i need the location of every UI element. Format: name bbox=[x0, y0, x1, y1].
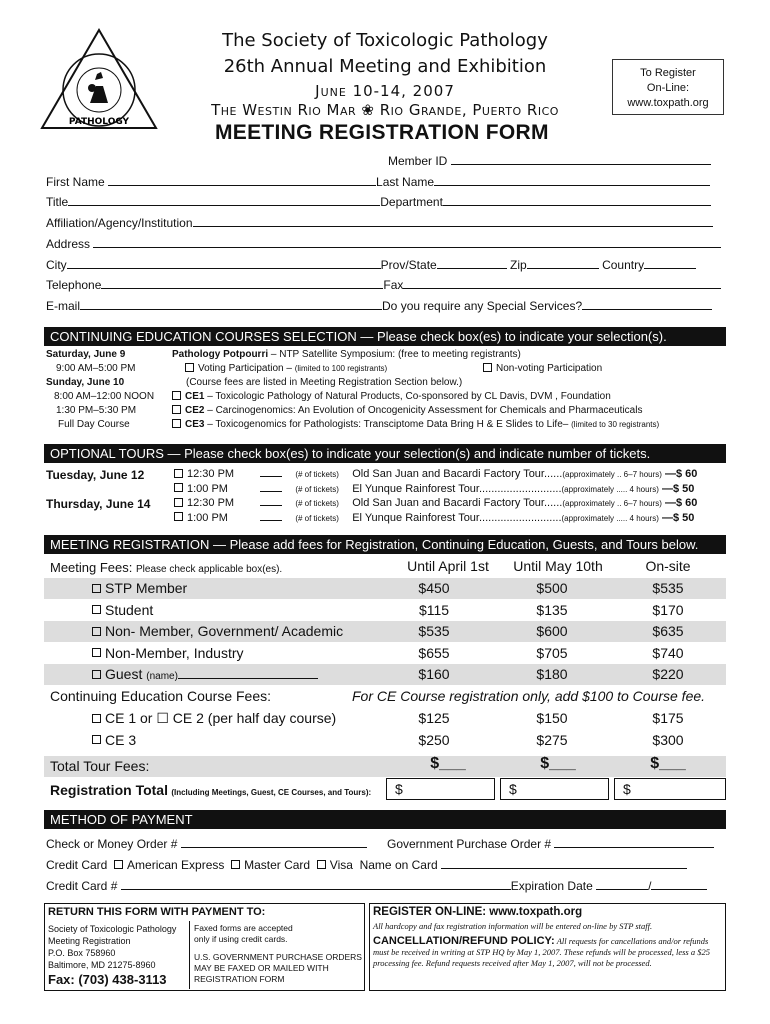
ce1-label: CE1 bbox=[185, 391, 205, 402]
check-label: Check or Money Order # bbox=[46, 837, 178, 851]
fee-mid: $705 bbox=[536, 644, 568, 661]
tour-time: 12:30 PM bbox=[187, 468, 235, 480]
tour-tickets-field[interactable] bbox=[260, 468, 282, 477]
online-note: All hardcopy and fax registration information will be entered on-line by STP staff. bbox=[373, 921, 653, 931]
tickets-label: (# of tickets) bbox=[295, 499, 339, 508]
logo-text: PATHOLOGY bbox=[68, 117, 130, 127]
special-label: Do you require any Special Services? bbox=[382, 299, 583, 313]
first-name-label: First Name bbox=[46, 175, 105, 189]
register-online-box: To Register On-Line: www.toxpath.org bbox=[612, 59, 724, 115]
tour-duration: (approximately .. 6–7 hours) bbox=[562, 470, 662, 479]
exp-label: Expiration Date bbox=[510, 879, 593, 893]
ce-fee-checkbox[interactable] bbox=[92, 714, 101, 723]
special-field[interactable] bbox=[582, 299, 712, 310]
visa-checkbox[interactable] bbox=[317, 860, 326, 869]
tour-fees-label: Total Tour Fees: bbox=[50, 758, 150, 774]
tour-dots: ...... bbox=[543, 468, 563, 480]
voting-limit: (limited to 100 registrants) bbox=[294, 364, 388, 373]
tour-row bbox=[174, 497, 697, 509]
fee-mid: $600 bbox=[536, 623, 568, 639]
tour-dots: ........................... bbox=[478, 511, 562, 524]
faxed-note: Faxed forms are accepted only if using credit cards. bbox=[194, 923, 293, 944]
tour-price: —$ 50 bbox=[661, 511, 695, 524]
tour-duration: (approximately ..... 4 hours) bbox=[561, 484, 659, 494]
ce-fee-checkbox[interactable] bbox=[92, 735, 101, 744]
tour-row bbox=[174, 468, 697, 480]
ce-fees-label: Continuing Education Course Fees: bbox=[50, 688, 272, 704]
ce1-checkbox[interactable] bbox=[172, 391, 181, 400]
exp-month-field[interactable] bbox=[596, 879, 648, 890]
tour-time: 1:00 PM bbox=[187, 482, 228, 495]
telephone-label: Telephone bbox=[46, 278, 102, 292]
member-id-label: Member ID bbox=[388, 154, 448, 168]
tours-section-band: OPTIONAL TOURS — Please check box(es) to indicate your selection(s) and indicate number of tickets. bbox=[44, 444, 726, 463]
cancel-policy bbox=[373, 936, 723, 969]
fee-onsite: $535 bbox=[652, 580, 684, 596]
reg-total-early[interactable]: $ bbox=[386, 778, 495, 800]
tour-checkbox[interactable] bbox=[174, 469, 183, 478]
fee-onsite: $740 bbox=[652, 644, 684, 661]
tour-dots: ........................... bbox=[478, 482, 562, 495]
tour-row bbox=[174, 512, 694, 524]
reg-row bbox=[92, 623, 343, 639]
website-link[interactable]: www.toxpath.org bbox=[627, 97, 709, 109]
reg-label: STP Member bbox=[105, 580, 188, 596]
return-title: RETURN THIS FORM WITH PAYMENT TO: bbox=[48, 906, 266, 918]
guest-name-field[interactable] bbox=[178, 668, 318, 679]
email-field[interactable] bbox=[80, 299, 382, 310]
fee-early: $535 bbox=[418, 623, 450, 639]
credit-card-label: Credit Card bbox=[46, 858, 108, 872]
tour-fee-early[interactable]: $___ bbox=[430, 755, 466, 772]
ce-fee-row bbox=[92, 732, 136, 748]
ce-fees-note2: For CE Course registration only, add $100 to Course fee. bbox=[352, 688, 706, 704]
tour-tickets-field[interactable] bbox=[260, 512, 282, 521]
exp-slash: / bbox=[648, 879, 652, 893]
email-label: E-mail bbox=[46, 299, 81, 313]
tour-time: 12:30 PM bbox=[187, 497, 235, 509]
ce-time2: 8:00 AM–12:00 NOON bbox=[54, 391, 155, 402]
ce-time1: 9:00 AM–5:00 PM bbox=[56, 363, 136, 374]
gov-note: U.S. GOVERNMENT PURCHASE ORDERS MAY BE FAXED OR MAILED WITH REGISTRATION FORM bbox=[194, 952, 362, 984]
header-line2: 26th Annual Meeting and Exhibition bbox=[223, 56, 547, 77]
tour-row bbox=[174, 483, 694, 495]
ce3-label: CE3 bbox=[185, 419, 205, 430]
fee-mid: $135 bbox=[536, 601, 568, 618]
ce-date-sun: Sunday, June 10 bbox=[46, 377, 125, 388]
name-on-card-label: Name on Card bbox=[359, 858, 438, 872]
reg-checkbox[interactable] bbox=[92, 670, 101, 679]
city-field[interactable] bbox=[67, 258, 381, 269]
pp-desc: – NTP Satellite Symposium: (free to meeting registrants) bbox=[268, 349, 521, 360]
tour-date-thu: Thursday, June 14 bbox=[46, 497, 151, 511]
voting-checkbox[interactable] bbox=[185, 363, 194, 372]
fax-label: Fax bbox=[383, 278, 404, 292]
tour-tickets-field[interactable] bbox=[260, 483, 282, 492]
col-onsite: On-site bbox=[645, 558, 691, 574]
affiliation-field[interactable] bbox=[193, 216, 713, 227]
tour-duration: (approximately .. 6–7 hours) bbox=[562, 499, 662, 508]
tour-fee-onsite[interactable]: $___ bbox=[650, 755, 686, 772]
tour-name: El Yunque Rainforest Tour bbox=[352, 511, 479, 524]
exp-year-field[interactable] bbox=[651, 879, 707, 890]
fee-early: $655 bbox=[418, 644, 450, 661]
amex-label: American Express bbox=[127, 858, 225, 872]
country-label: Country bbox=[602, 258, 645, 272]
payment-section-band: METHOD OF PAYMENT bbox=[44, 810, 726, 829]
ce1-text: – Toxicologic Pathology of Natural Products, Co-sponsored by CL Davis, DVM , Foundation bbox=[207, 391, 611, 402]
zip-label: Zip bbox=[510, 258, 527, 272]
prov-field[interactable] bbox=[437, 258, 507, 269]
reg-row bbox=[92, 645, 244, 661]
reg-total-mid[interactable]: $ bbox=[500, 778, 609, 800]
mc-label: Master Card bbox=[244, 858, 311, 872]
cancel-text: All requests for cancellations and/or refunds must be received in writing at STP HQ by May 1, 2007. These refunds will be processed, less a $25 processing fee. Refund requests received after May 1, 2007, will not be processed. bbox=[373, 936, 710, 968]
tour-name: El Yunque Rainforest Tour bbox=[352, 482, 479, 495]
tour-time: 1:00 PM bbox=[187, 511, 228, 524]
reg-label: Non- Member, Government/ Academic bbox=[105, 623, 344, 639]
return-fax: Fax: (703) 438-3113 bbox=[48, 972, 167, 987]
return-address: Society of Toxicologic Pathology Meeting Registration P.O. Box 758960 Baltimore, MD 21275-8960 bbox=[48, 924, 177, 970]
nonvoting-label: Non-voting Participation bbox=[496, 363, 603, 374]
ce2-text: – Carcinogenomics: An Evolution of Oncogenicity Assessment for Chemicals and Pharmaceuticals bbox=[207, 405, 643, 416]
tour-checkbox[interactable] bbox=[174, 483, 183, 492]
fee-early: $160 bbox=[418, 666, 450, 682]
ce-fee-onsite: $300 bbox=[652, 731, 684, 748]
fee-onsite: $220 bbox=[652, 666, 684, 682]
reg-checkbox[interactable] bbox=[92, 605, 101, 614]
gov-po-field[interactable] bbox=[554, 837, 714, 848]
fax-field[interactable] bbox=[403, 278, 721, 289]
tour-date-tue: Tuesday, June 12 bbox=[46, 468, 145, 482]
ce-time3: 1:30 PM–5:30 PM bbox=[56, 405, 137, 416]
fee-onsite: $170 bbox=[652, 601, 684, 618]
registration-section-band: MEETING REGISTRATION — Please add fees for Registration, Continuing Education, Guests, and Tours below. bbox=[44, 535, 726, 554]
prov-label: Prov/State bbox=[380, 258, 437, 272]
guest-name-label: (name) bbox=[146, 671, 178, 682]
reg-total-note: (Including Meetings, Guest, CE Courses, and Tours): bbox=[171, 788, 372, 797]
tour-checkbox[interactable] bbox=[174, 498, 183, 507]
ce-fee-onsite: $175 bbox=[652, 710, 684, 726]
cc-number-label: Credit Card # bbox=[46, 879, 118, 893]
name-on-card-field[interactable] bbox=[441, 858, 687, 869]
ce-fee-early: $250 bbox=[418, 731, 450, 748]
tickets-label: (# of tickets) bbox=[295, 484, 339, 494]
header-venue: The Westin Rio Mar ❀ Rio Grande, Puerto Rico bbox=[211, 101, 559, 119]
cc-number-field[interactable] bbox=[121, 879, 511, 890]
title-field[interactable] bbox=[68, 195, 380, 206]
ce-fee-row bbox=[92, 710, 336, 727]
ce-fee-mid: $275 bbox=[536, 731, 568, 748]
reg-checkbox[interactable] bbox=[92, 627, 101, 636]
ce-fee-label: CE 3 bbox=[105, 731, 137, 748]
tour-checkbox[interactable] bbox=[174, 512, 183, 521]
reg-label: Non-Member, Industry bbox=[105, 644, 244, 661]
last-name-label: Last Name bbox=[376, 175, 435, 189]
city-label: City bbox=[46, 258, 67, 272]
affiliation-label: Affiliation/Agency/Institution bbox=[46, 216, 193, 230]
ce-section-band: CONTINUING EDUCATION COURSES SELECTION — Please check box(es) to indicate your selection(s). bbox=[44, 327, 726, 346]
member-id-field[interactable] bbox=[451, 154, 711, 165]
amex-checkbox[interactable] bbox=[114, 860, 123, 869]
telephone-field[interactable] bbox=[101, 278, 383, 289]
reg-row bbox=[92, 602, 153, 618]
header-line1: The Society of Toxicologic Pathology bbox=[222, 30, 548, 51]
ce3-limit: (limited to 30 registrants) bbox=[571, 420, 660, 429]
reg-checkbox[interactable] bbox=[92, 584, 101, 593]
tickets-label: (# of tickets) bbox=[295, 513, 339, 523]
tour-name: Old San Juan and Bacardi Factory Tour bbox=[352, 497, 544, 509]
ce3-text: – Toxicogenomics for Pathologists: Transciptome Data Bring H & E Slides to Life– bbox=[207, 419, 569, 430]
department-label: Department bbox=[380, 195, 443, 209]
country-field[interactable] bbox=[644, 258, 696, 269]
reg-checkbox[interactable] bbox=[92, 648, 101, 657]
last-name-field[interactable] bbox=[434, 175, 710, 186]
ce-fee-label: CE 1 or ☐ CE 2 (per half day course) bbox=[105, 710, 337, 726]
visa-label: Visa bbox=[329, 858, 353, 872]
title-label: Title bbox=[46, 195, 69, 209]
reg-total-label: Registration Total bbox=[50, 782, 168, 798]
ce2-checkbox[interactable] bbox=[172, 405, 181, 414]
ce3-checkbox[interactable] bbox=[172, 419, 181, 428]
ce2-label: CE2 bbox=[185, 405, 205, 416]
address-label: Address bbox=[46, 237, 91, 251]
tour-fee-mid[interactable]: $___ bbox=[540, 755, 576, 772]
cancel-title: CANCELLATION/REFUND POLICY: bbox=[373, 935, 555, 947]
tour-name: Old San Juan and Bacardi Factory Tour bbox=[352, 468, 544, 480]
pp-title: Pathology Potpourri bbox=[172, 349, 269, 360]
fee-early: $115 bbox=[418, 601, 450, 618]
mc-checkbox[interactable] bbox=[231, 860, 240, 869]
tour-price: —$ 60 bbox=[665, 497, 698, 509]
tour-dots: ...... bbox=[543, 497, 563, 509]
voting-label: Voting Participation – bbox=[198, 363, 292, 374]
check-note: Please check applicable box(es). bbox=[136, 564, 283, 575]
tickets-label: (# of tickets) bbox=[295, 470, 339, 479]
fee-early: $450 bbox=[418, 580, 450, 596]
online-title[interactable]: REGISTER ON-LINE: www.toxpath.org bbox=[373, 906, 583, 918]
ce-fee-early: $125 bbox=[418, 710, 450, 726]
department-field[interactable] bbox=[443, 195, 711, 206]
fee-mid: $180 bbox=[536, 666, 568, 682]
reg-total-onsite[interactable]: $ bbox=[614, 778, 726, 800]
col-early: Until April 1st bbox=[407, 558, 489, 574]
address-field[interactable] bbox=[93, 237, 721, 248]
reg-row bbox=[92, 666, 318, 682]
ce-fees-note: (Course fees are listed in Meeting Registration Section below.) bbox=[186, 377, 463, 388]
ce-fee-mid: $150 bbox=[536, 710, 568, 726]
tour-price: —$ 50 bbox=[661, 482, 695, 495]
tour-tickets-field[interactable] bbox=[260, 497, 282, 506]
reg-label: Student bbox=[105, 601, 154, 618]
ce-date-sat: Saturday, June 9 bbox=[46, 349, 126, 360]
nonvoting-checkbox[interactable] bbox=[483, 363, 492, 372]
gov-po-label: Government Purchase Order # bbox=[387, 837, 552, 851]
meeting-fees-label: Meeting Fees: bbox=[50, 560, 133, 575]
header-dates: June 10-14, 2007 bbox=[315, 82, 455, 100]
form-title: MEETING REGISTRATION FORM bbox=[215, 121, 549, 144]
zip-field[interactable] bbox=[527, 258, 599, 269]
tour-duration: (approximately ..... 4 hours) bbox=[561, 513, 659, 523]
check-field[interactable] bbox=[181, 837, 367, 848]
fee-mid: $500 bbox=[536, 580, 568, 596]
reg-row bbox=[92, 580, 187, 596]
tour-price: —$ 60 bbox=[665, 468, 698, 480]
ce-time4: Full Day Course bbox=[58, 419, 130, 430]
reg-label: Guest bbox=[105, 666, 143, 682]
fee-onsite: $635 bbox=[652, 623, 684, 639]
return-divider bbox=[189, 921, 190, 989]
first-name-field[interactable] bbox=[108, 175, 376, 186]
stp-logo bbox=[40, 28, 158, 130]
col-mid: Until May 10th bbox=[513, 558, 603, 574]
